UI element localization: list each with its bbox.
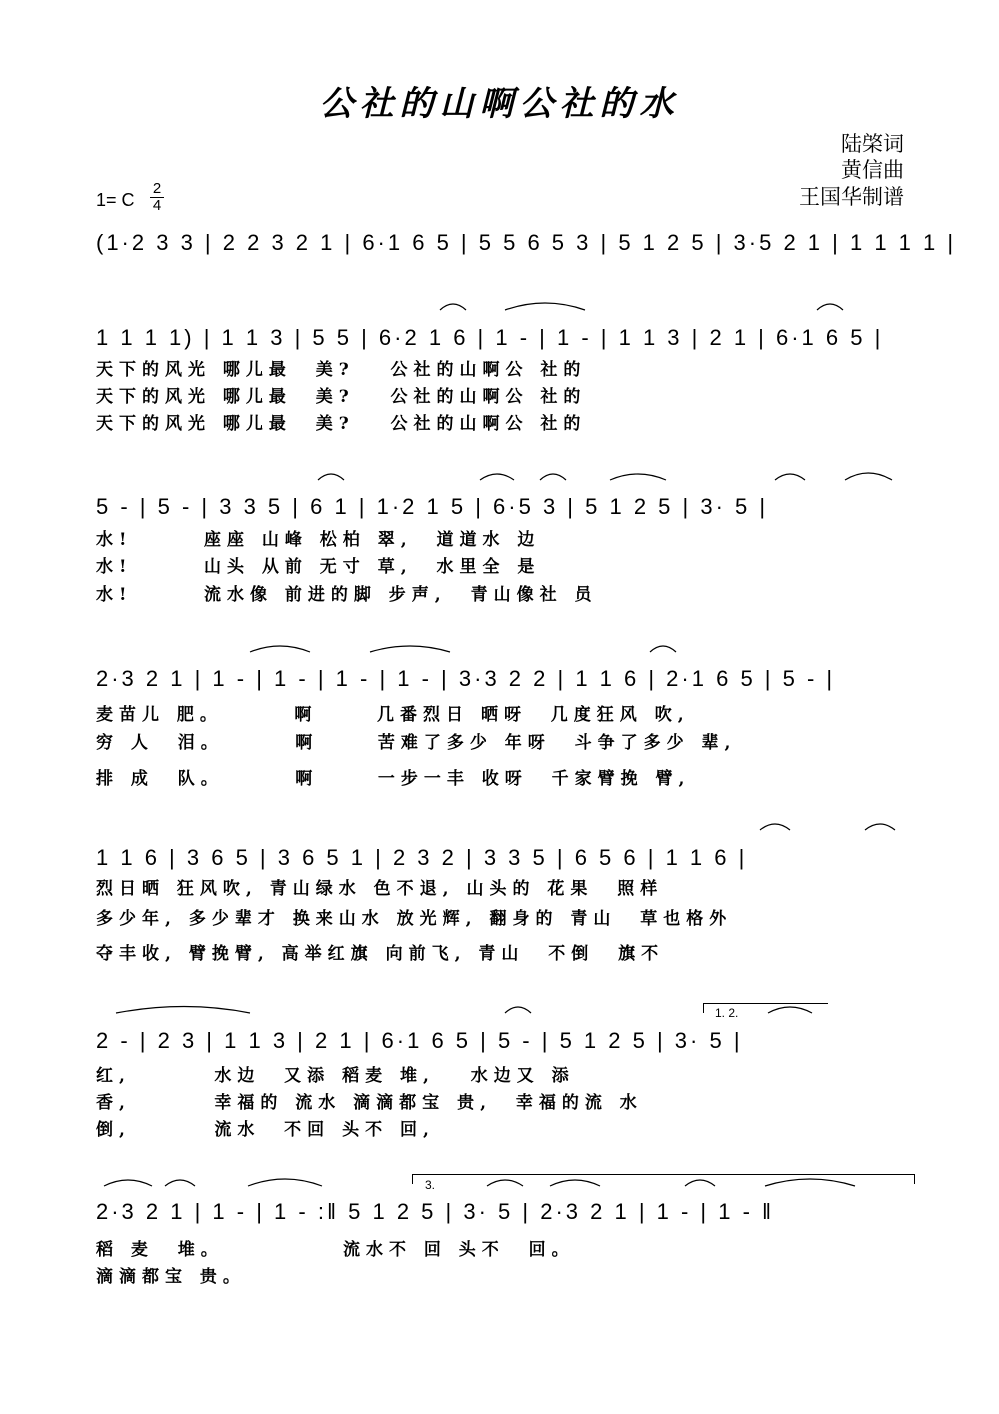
notation-row: 2 - | 2 3 | 1 1 3 | 2 1 | 6·1 6 5 | 5 - | 5 1 2 5 | 3· 5 |	[96, 1028, 743, 1053]
slur	[487, 1180, 523, 1186]
slur	[650, 646, 676, 652]
volta-label: 1. 2.	[715, 1006, 739, 1020]
lyric-verse-1: 烈日晒 狂风吹, 青山绿水 色不退, 山头的 花果 照样	[96, 879, 664, 899]
lyric-verse-3: 天下的风光 哪儿最 美? 公社的山啊公 社的	[96, 414, 587, 434]
lyric-verse-3: 夺丰收, 臂挽臂, 高举红旗 向前飞, 青山 不倒 旗不	[96, 944, 665, 964]
slur	[768, 1007, 812, 1013]
key-signature: 1= C	[96, 190, 135, 210]
volta-label: 3.	[425, 1178, 436, 1192]
slur	[550, 1180, 600, 1186]
slur	[440, 304, 466, 310]
lyric-verse-1: 红, 水边 又添 稻麦 堆, 水边又 添	[96, 1066, 575, 1086]
lyric-verse-3: 排 成 队。 啊 一步一丰 收呀 千家臂挽 臂,	[96, 769, 691, 789]
slur	[845, 473, 892, 480]
lyric-verse-2: 滴滴都宝 贵。	[96, 1267, 246, 1287]
slur	[685, 1180, 715, 1186]
slur	[765, 1179, 855, 1186]
slur	[104, 1180, 152, 1186]
notation-row: 5 - | 5 - | 3 3 5 | 6 1 | 1·2 1 5 | 6·5 3 | 5 1 2 5 | 3· 5 |	[96, 494, 769, 519]
slur	[370, 646, 450, 652]
lyric-verse-3: 水! 流水像 前进的脚 步声, 青山像社 员	[96, 585, 598, 605]
slur	[250, 646, 310, 652]
time-signature-bottom: 4	[152, 197, 162, 214]
slur	[505, 303, 585, 310]
slur	[116, 1007, 250, 1014]
slur	[775, 474, 805, 480]
lyric-verse-2: 穷 人 泪。 啊 苦难了多少 年呀 斗争了多少 辈,	[96, 733, 737, 753]
notation-row: (1·2 3 3 | 2 2 3 2 1 | 6·1 6 5 | 5 5 6 5 3 | 5 1 2 5 | 3·5 2 1 | 1 1 1 1 |	[96, 230, 957, 255]
lyric-verse-2: 水! 山头 从前 无寸 草, 水里全 是	[96, 557, 541, 577]
notation-row: 1 1 1 1) | 1 1 3 | 5 5 | 6·2 1 6 | 1 - | 1 - | 1 1 3 | 2 1 | 6·1 6 5 |	[96, 325, 884, 350]
slur	[480, 474, 514, 480]
lyric-verse-3: 倒, 流水 不回 头不 回,	[96, 1120, 435, 1140]
engraver-credit: 王国华制谱	[799, 186, 904, 209]
lyric-verse-1: 稻 麦 堆。 流水不 回 头不 回。	[96, 1240, 575, 1260]
composer-credit: 黄信曲	[841, 159, 904, 182]
time-signature-top: 2	[152, 180, 162, 197]
slur	[165, 1180, 195, 1186]
notation-row: 1 1 6 | 3 6 5 | 3 6 5 1 | 2 3 2 | 3 3 5 | 6 5 6 | 1 1 6 |	[96, 845, 748, 870]
slur	[817, 304, 843, 310]
lyric-verse-2: 多少年, 多少辈才 换来山水 放光辉, 翻身的 青山 草也格外	[96, 909, 733, 929]
notation-row: 2·3 2 1 | 1 - | 1 - :‖ 5 1 2 5 | 3· 5 | 2·3 2 1 | 1 - | 1 - ‖	[96, 1199, 775, 1224]
lyric-verse-1: 麦苗儿 肥。 啊 几番烈日 晒呀 几度狂风 吹,	[96, 705, 690, 725]
slur	[318, 474, 344, 480]
notation-row: 2·3 2 1 | 1 - | 1 - | 1 - | 1 - | 3·3 2 2 | 1 1 6 | 2·1 6 5 | 5 - |	[96, 666, 836, 691]
slur	[540, 474, 566, 480]
lyric-verse-2: 香, 幸福的 流水 滴滴都宝 贵, 幸福的流 水	[96, 1093, 643, 1113]
slur	[505, 1007, 531, 1013]
lyric-verse-1: 天下的风光 哪儿最 美? 公社的山啊公 社的	[96, 360, 587, 380]
slur	[760, 824, 790, 830]
song-title: 公社的山啊公社的水	[319, 84, 680, 124]
slur	[865, 824, 895, 830]
lyric-verse-2: 天下的风光 哪儿最 美? 公社的山啊公 社的	[96, 387, 587, 407]
slur	[610, 474, 666, 480]
lyric-verse-1: 水! 座座 山峰 松柏 翠, 道道水 边	[96, 530, 541, 550]
lyricist-credit: 陆棨词	[841, 133, 904, 156]
slur	[248, 1179, 322, 1186]
